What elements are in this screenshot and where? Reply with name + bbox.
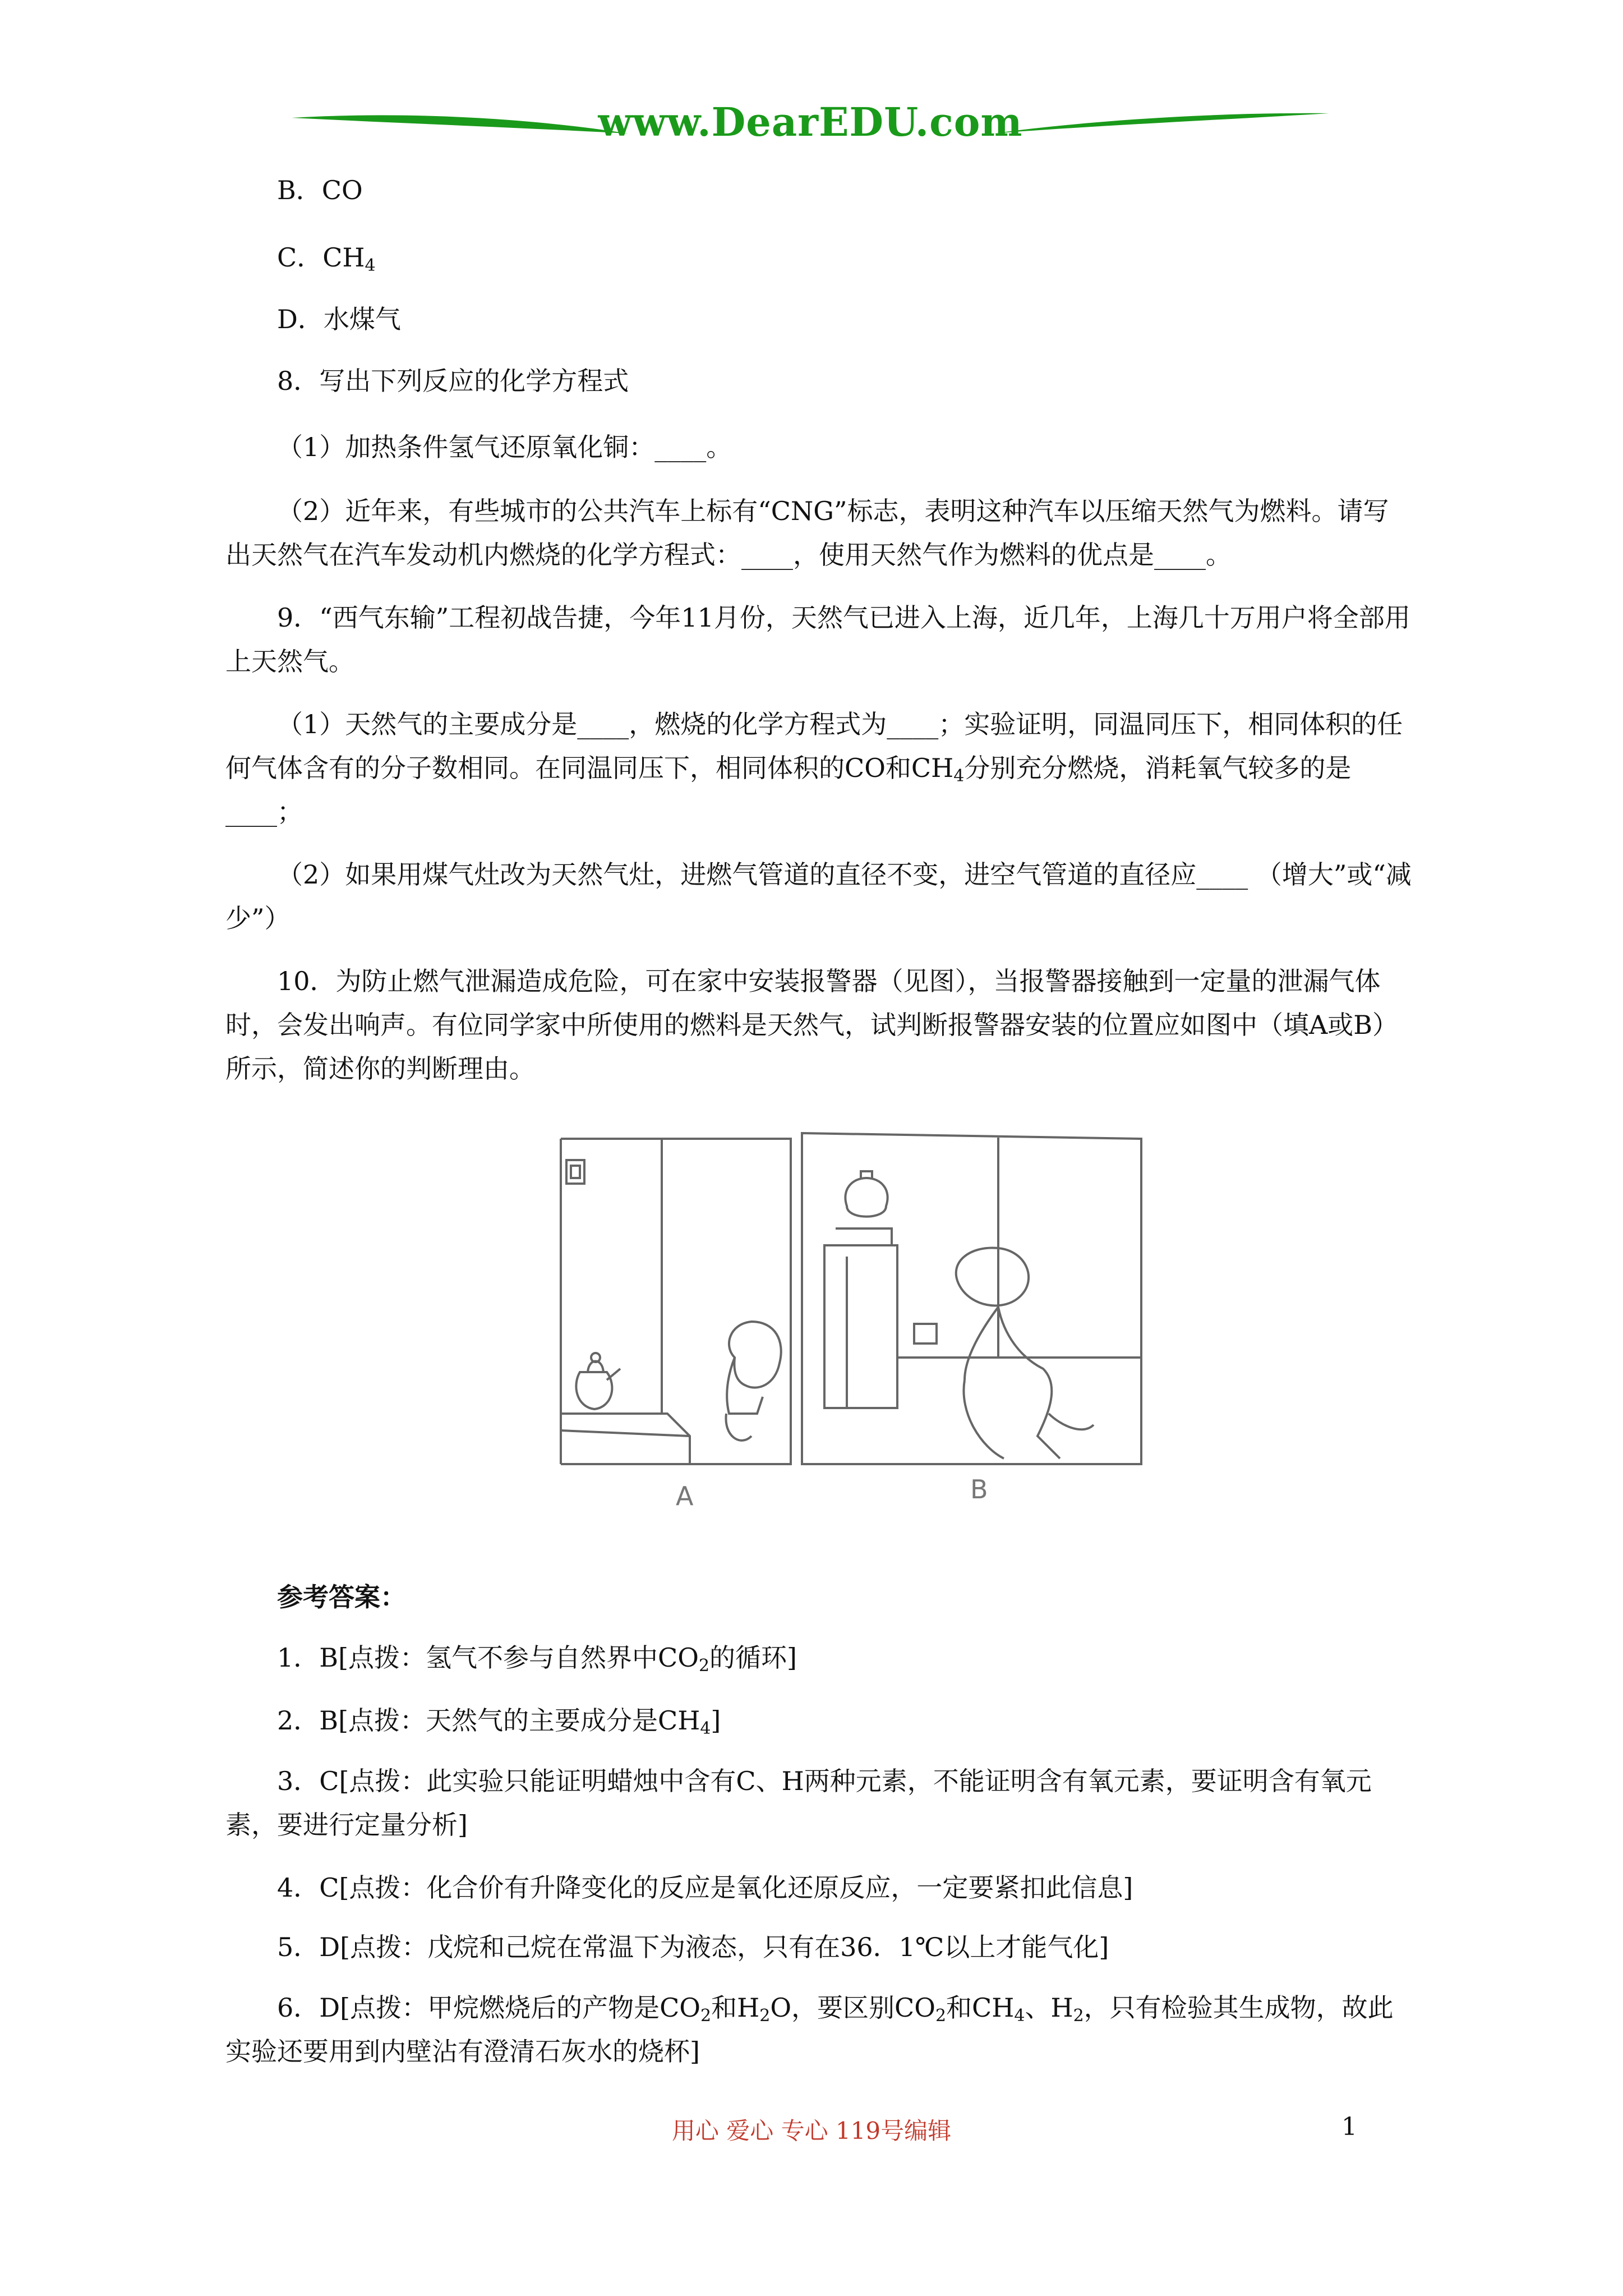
answer-1: 1．B[点拨：氢气不参与自然界中$CO_2$的循环] [277,1642,797,1676]
answer-6: 6．D[点拨：甲烷燃烧后的产物是$CO_2$和$H_2O$，要区别$CO_2$和$CH_4$、$H_2$，只有检验其生成物，故此实验还要用到内壁沾有澄清石灰水的烧杯] [225,1993,1394,2067]
site-logo-text: www.DearEDU.com [598,99,1023,145]
answers-heading: 参考答案： [277,1582,406,1612]
option-d: D．水煤气 [277,304,401,334]
figure-label-a: A [676,1481,694,1511]
answer-3: 3．C[点拨：此实验只能证明蜡烛中含有C、H两种元素，不能证明含有氧元素，要证明含有氧元素，要进行定量分析] [225,1766,1372,1840]
question-8-part-1: （1）加热条件氢气还原氧化铜：____。 [277,432,732,462]
page-header [292,95,1329,157]
page-footer-text: 用心 爱心 专心 119号编辑 [671,2117,952,2145]
question-8-stem: 8．写出下列反应的化学方程式 [277,366,629,396]
answer-4: 4．C[点拨：化合价有升降变化的反应是氧化还原反应，一定要紧扣此信息] [277,1872,1133,1903]
figure-label-b: B [970,1474,988,1504]
option-c: C．$CH_4$ [277,242,376,275]
alarm-placement-figure [555,1122,1150,1526]
question-10: 10．为防止燃气泄漏造成危险，可在家中安装报警器（见图），当报警器接触到一定量的泄漏气体时，会发出响声。有位同学家中所使用的燃料是天然气，试判断报警器安装的位置应如图中（填A或B）所示，简述你的判断理由。 [225,966,1399,1084]
question-8-part-2: （2）近年来，有些城市的公共汽车上标有“CNG”标志，表明这种汽车以压缩天然气为燃料。请写出天然气在汽车发动机内燃烧的化学方程式：____，使用天然气作为燃料的优点是____。 [225,496,1389,570]
question-9-part-2: （2）如果用煤气灶改为天然气灶，进燃气管道的直径不变，进空气管道的直径应____ （增大”或“减少”） [225,859,1412,933]
answer-2: 2．B[点拨：天然气的主要成分是$CH_4$] [277,1705,721,1738]
page-number: 1 [1341,2113,1357,2141]
option-b: B．CO [277,175,363,205]
answer-5: 5．D[点拨：戊烷和己烷在常温下为液态，只有在36．1℃以上才能气化] [277,1932,1109,1962]
kitchen-illustration [555,1122,1150,1526]
question-9-part-1: （1）天然气的主要成分是____，燃烧的化学方程式为____；实验证明，同温同压下，相同体积的任何气体含有的分子数相同。在同温同压下，相同体积的CO和$CH_4$分别充分燃烧，消耗氧气较多的是____； [225,709,1403,827]
question-9-stem: 9．“西气东输”工程初战告捷，今年11月份，天然气已进入上海，近几年，上海几十万用户将全部用上天然气。 [225,602,1410,677]
